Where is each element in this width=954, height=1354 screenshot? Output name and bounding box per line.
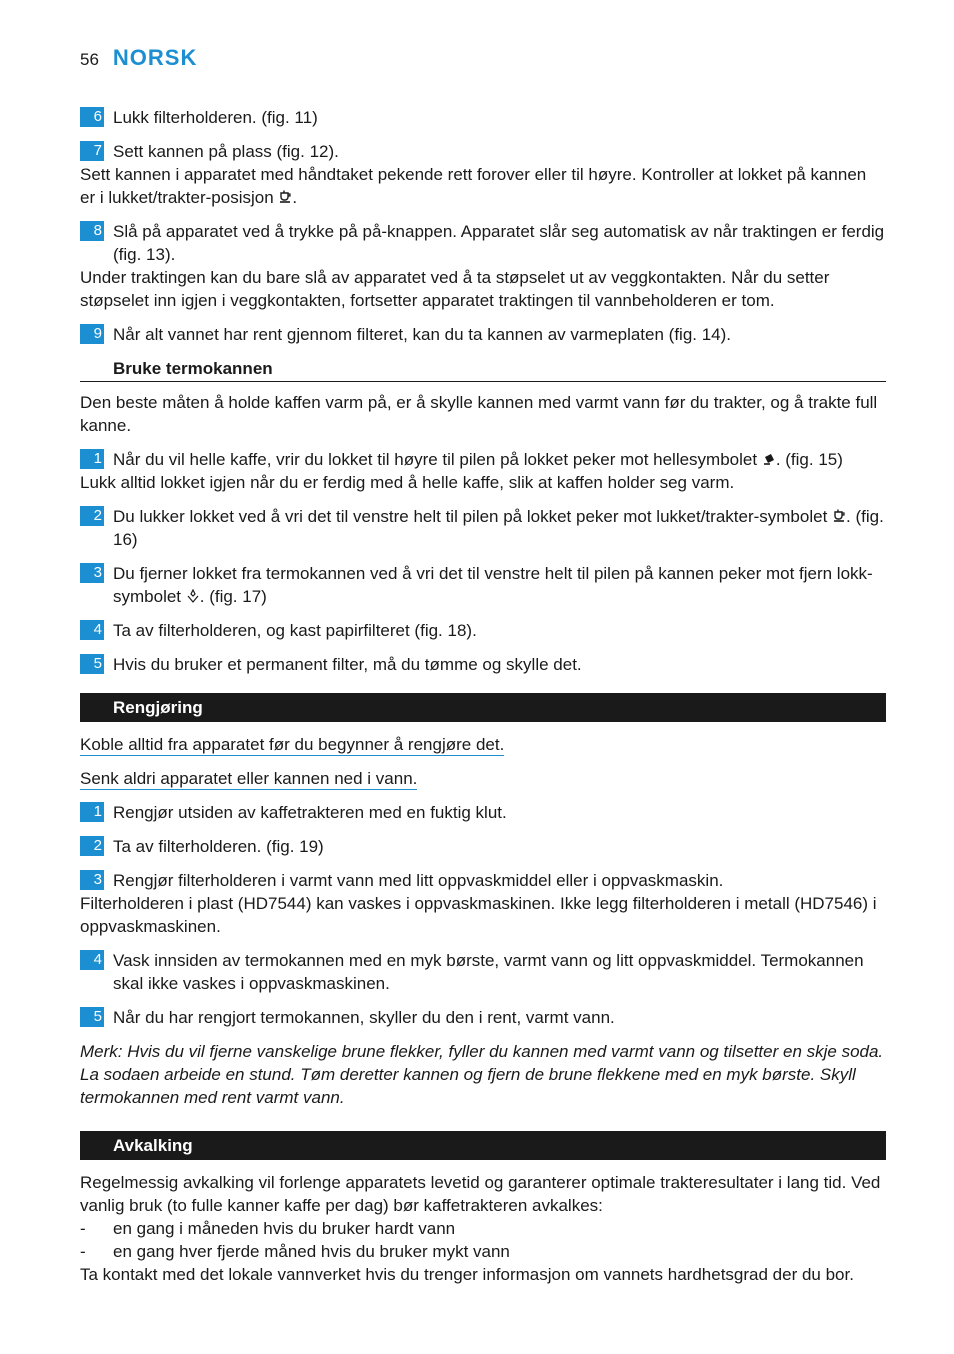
list-item: - en gang i måneden hvis du bruker hardt vann [80, 1219, 456, 1238]
step-text: Hvis du bruker et permanent filter, må du tømme og skylle det. [113, 655, 582, 674]
cleaning-step-1 [80, 801, 886, 824]
thermo-step-2 [80, 505, 886, 551]
section-heading-thermo: Bruke termokannen [80, 357, 886, 382]
step-text: Slå på apparatet ved å trykke på på-knappen. Apparatet slår seg automatisk av når traktingen er ferdig (fig. 13). [113, 222, 885, 264]
step-text: Ta av filterholderen. (fig. 19) [113, 837, 324, 856]
step-number: 2 [80, 506, 104, 526]
step-text: Sett kannen på plass (fig. 12). [113, 142, 339, 161]
step-text: Når du vil helle kaffe, vrir du lokket til høyre til pilen på lokket peker mot hellesymbolet . (fig. 15) [113, 450, 843, 469]
step-number: 3 [80, 870, 104, 890]
descaling-intro: Regelmessig avkalking vil forlenge apparatets levetid og garanterer optimale trakteresultater i lang tid. Ved vanlig bruk (to fulle kanner kaffe per dag) bør kaffetrakteren avkalkes: [80, 1173, 881, 1215]
page-content [80, 106, 886, 1286]
step-number: 8 [80, 221, 104, 241]
descaling-outro: Ta kontakt med det lokale vannverket hvis du trenger informasjon om vannets hardhetsgrad der du bor. [80, 1265, 854, 1284]
cleaning-step-4 [80, 949, 886, 995]
section-heading-descaling: Avkalking [80, 1131, 886, 1160]
thermo-intro: Den beste måten å holde kaffen varm på, er å skylle kannen med varmt vann før du trakter, og å trakte full kanne. [80, 393, 878, 435]
step-number: 3 [80, 563, 104, 583]
cleaning-note: Merk: Hvis du vil fjerne vanskelige brune flekker, fyller du kannen med varmt vann og tilsetter en skje soda. La sodaen arbeide en stund. Tøm deretter kannen og fjern de brune flekkene med en myk børste. Skyll termokannen med rent varmt vann. [80, 1042, 884, 1107]
step-6 [80, 106, 886, 129]
step-number: 2 [80, 836, 104, 856]
language-title: NORSK [112, 45, 198, 70]
closed-brew-symbol-icon [278, 190, 292, 204]
step-text: Rengjør utsiden av kaffetrakteren med en fuktig klut. [113, 803, 507, 822]
step-number: 6 [80, 107, 104, 127]
section-heading-cleaning: Rengjøring [80, 693, 886, 722]
step-8 [80, 220, 886, 266]
remove-lid-symbol-icon [186, 589, 200, 603]
page-number: 56 [80, 50, 99, 69]
step-text: Lukk filterholderen. (fig. 11) [113, 108, 318, 127]
thermo-step-3 [80, 562, 886, 608]
cleaning-warning-immerse: Senk aldri apparatet eller kannen ned i vann. [80, 769, 418, 788]
closed-brew-symbol-icon [832, 509, 846, 523]
step-number: 1 [80, 449, 104, 469]
step-text: Når du har rengjort termokannen, skyller du den i rent, varmt vann. [113, 1008, 615, 1027]
cleaning-step-5 [80, 1006, 886, 1029]
step-number: 9 [80, 324, 104, 344]
step-number: 5 [80, 654, 104, 674]
thermo-step-1-description: Lukk alltid lokket igjen når du er ferdig med å helle kaffe, slik at kaffen holder seg varm. [80, 473, 735, 492]
step-text: Rengjør filterholderen i varmt vann med litt oppvaskmiddel eller i oppvaskmaskin. [113, 871, 724, 890]
step-text: Du fjerner lokket fra termokannen ved å vri det til venstre helt til pilen på kannen peker mot fjern lokk-symbolet . (fig. 17) [113, 564, 873, 606]
step-9 [80, 323, 886, 346]
cleaning-warning-unplug: Koble alltid fra apparatet før du begynner å rengjøre det. [80, 735, 505, 754]
cleaning-step-3 [80, 869, 886, 892]
step-text: Når alt vannet har rent gjennom filteret, kan du ta kannen av varmeplaten (fig. 14). [113, 325, 732, 344]
step-number: 4 [80, 620, 104, 640]
list-item: - en gang hver fjerde måned hvis du bruker mykt vann [80, 1242, 510, 1261]
cleaning-step-2 [80, 835, 886, 858]
step-7 [80, 140, 886, 163]
step-number: 7 [80, 141, 104, 161]
step-number: 1 [80, 802, 104, 822]
step-text: Du lukker lokket ved å vri det til venstre helt til pilen på lokket peker mot lukket/trakter-symbolet . (fig. 16) [113, 507, 884, 549]
thermo-step-1 [80, 448, 886, 471]
page-header [80, 46, 197, 76]
step-text: Vask innsiden av termokannen med en myk børste, varmt vann og litt oppvaskmiddel. Termokannen skal ikke vaskes i oppvaskmaskinen. [113, 951, 864, 993]
step-8-description: Under traktingen kan du bare slå av apparatet ved å ta støpselet ut av veggkontakten. Når du setter støpselet inn igjen i veggkontakten, fortsetter apparatet traktingen til vannbeholderen er tom. [80, 268, 830, 310]
thermo-step-5 [80, 653, 886, 676]
pour-symbol-icon [762, 452, 776, 466]
step-text: Ta av filterholderen, og kast papirfilteret (fig. 18). [113, 621, 477, 640]
thermo-step-4 [80, 619, 886, 642]
step-number: 4 [80, 950, 104, 970]
step-number: 5 [80, 1007, 104, 1027]
cleaning-step-3-description: Filterholderen i plast (HD7544) kan vaskes i oppvaskmaskinen. Ikke legg filterholderen i metall (HD7546) i oppvaskmaskinen. [80, 894, 877, 936]
step-7-description: Sett kannen i apparatet med håndtaket pekende rett forover eller til høyre. Kontroller at lokket på kannen er i lukket/trakter-posisjon . [80, 165, 867, 207]
